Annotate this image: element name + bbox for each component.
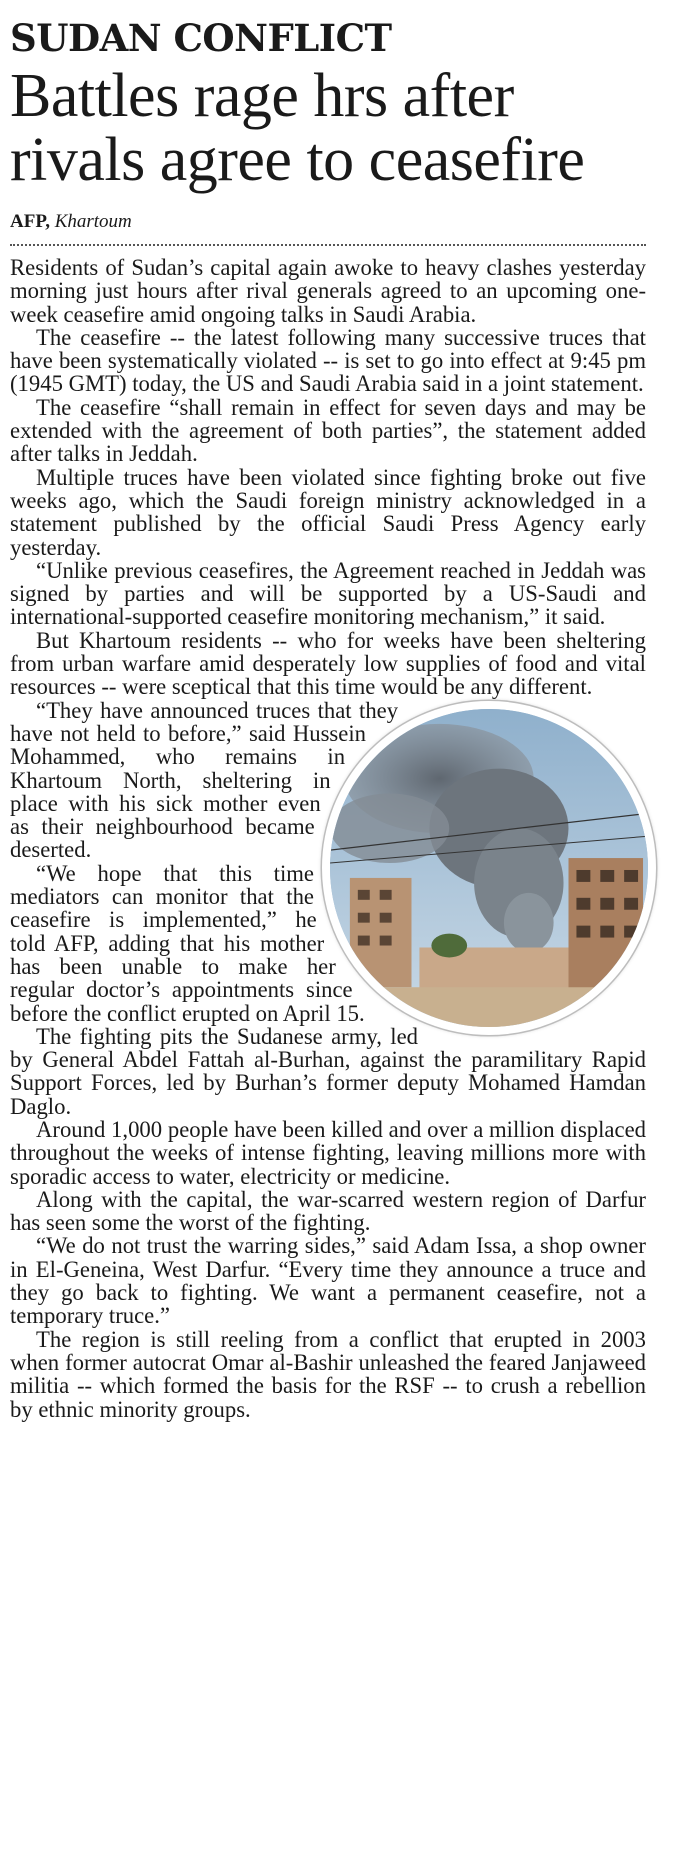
- paragraph-10: Around 1,000 people have been killed and over a million displaced throughout the weeks of intense fighting, leaving millions more with sporadic access to water, electricity or medicine.: [10, 1116, 646, 1189]
- photo-float: [322, 701, 656, 1035]
- paragraph-5: “Unlike previous ceasefires, the Agreement reached in Jeddah was signed by parties and will be supported by a US-Saudi and international-supported ceasefire monitoring mechanism,” it said.: [10, 557, 646, 630]
- paragraph-2: The ceasefire -- the latest following many successive truces that have been systematically violated -- is set to go into effect at 9:45 pm (1945 GMT) today, the US and Saudi Arabia said in a joint statement.: [10, 324, 646, 397]
- paragraph-1: Residents of Sudan’s capital again awoke to heavy clashes yesterday morning just hours after rival generals agreed to an upcoming one-week ceasefire amid ongoing talks in Saudi Arabia.: [10, 255, 646, 327]
- article-body: [10, 256, 646, 1421]
- article: [10, 0, 646, 1421]
- paragraph-13: The region is still reeling from a conflict that erupted in 2003 when former autocrat Omar al-Bashir unleashed the feared Janjaweed militia -- which formed the basis for the RSF -- to crush a rebellion by ethnic minority groups.: [10, 1326, 646, 1422]
- headline: Battles rage hrs after rivals agree to ceasefire: [10, 62, 585, 194]
- byline-agency: AFP,: [10, 211, 50, 232]
- paragraph-12: “We do not trust the warring sides,” said Adam Issa, a shop owner in El-Geneina, West Darfur. “Every time they announce a truce and they go back to fighting. We want a permanent ceasefire, not a temporary truce.”: [10, 1233, 646, 1329]
- smoke-over-buildings-photo: [322, 701, 656, 1035]
- byline: [10, 210, 646, 234]
- paragraph-7: “They have announced truces that they have not held to before,” said Hussein Mohammed, who remains in Khartoum North, sheltering in place with his sick mother even as their neighbourhood became deserted.: [10, 697, 399, 863]
- paragraph-8: “We hope that this time mediators can monitor that the ceasefire is implemented,” he told AFP, adding that his mother has been unable to make her regular doctor’s appointments since before the conflict erupted on April 15.: [10, 860, 365, 1026]
- paragraph-9: The fighting pits the Sudanese army, led by General Abdel Fattah al-Burhan, against the paramilitary Rapid Support Forces, led by Burhan’s former deputy Mohamed Hamdan Daglo.: [10, 1023, 646, 1119]
- paragraph-6: But Khartoum residents -- who for weeks have been sheltering from urban warfare amid desperately low supplies of food and vital resources -- were sceptical that this time would be any different.: [10, 627, 646, 700]
- paragraph-11: Along with the capital, the war-scarred western region of Darfur has seen some the worst of the fighting.: [10, 1186, 646, 1236]
- paragraph-4: Multiple truces have been violated since fighting broke out five weeks ago, which the Saudi foreign ministry acknowledged in a statement published by the official Saudi Press Agency early yesterday.: [10, 464, 646, 560]
- dotted-divider: [10, 244, 646, 246]
- section-kicker: SUDAN CONFLICT: [10, 16, 392, 60]
- byline-place: Khartoum: [54, 211, 132, 232]
- paragraph-3: The ceasefire “shall remain in effect for seven days and may be extended with the agreement of both parties”, the statement added after talks in Jeddah.: [10, 394, 646, 467]
